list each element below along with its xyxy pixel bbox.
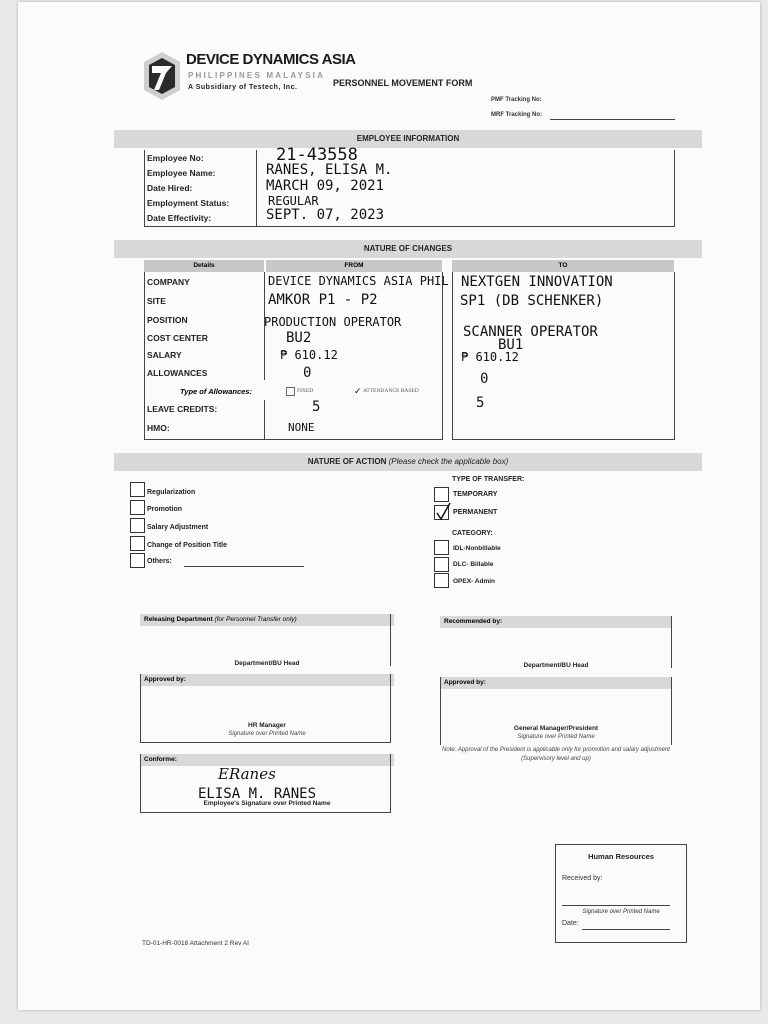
- salary-adjustment-label: Salary Adjustment: [147, 524, 209, 531]
- gm-president-label: General Manager/President: [513, 725, 599, 732]
- position-to: SCANNER OPERATOR: [463, 324, 598, 340]
- form-title: PERSONNEL MOVEMENT FORM: [333, 78, 473, 88]
- opex-label: OPEX- Admin: [453, 578, 496, 585]
- idl-checkbox[interactable]: [434, 540, 449, 555]
- company-to: NEXTGEN INNOVATION: [461, 274, 613, 290]
- date-hired-label: Date Hired:: [147, 183, 193, 193]
- date-hired-value: MARCH 09, 2021: [266, 178, 385, 194]
- conforme-signature: ERanes: [218, 765, 276, 783]
- change-position-label: Change of Position Title: [147, 542, 227, 549]
- col-to: TO: [452, 260, 674, 272]
- fixed-checkbox[interactable]: [286, 387, 295, 396]
- cost-center-label: COST CENTER: [147, 333, 208, 343]
- employment-status-value: REGULAR: [268, 194, 319, 208]
- date-effectivity-value: SEPT. 07, 2023: [266, 207, 385, 223]
- others-line[interactable]: [184, 566, 304, 567]
- temporary-checkbox[interactable]: [434, 487, 449, 502]
- employee-name-label: Employee Name:: [147, 168, 216, 178]
- hmo-from: NONE: [288, 421, 315, 434]
- conforme-caption: Employee's Signature over Printed Name: [203, 800, 331, 807]
- attendance-check-icon[interactable]: ✓: [354, 386, 362, 396]
- section-employee-info: EMPLOYEE INFORMATION: [114, 130, 702, 148]
- change-position-checkbox[interactable]: [130, 536, 145, 551]
- hr-sig-over-name: Signature over Printed Name: [582, 909, 660, 915]
- leave-from: 5: [312, 399, 321, 415]
- salary-label: SALARY: [147, 350, 182, 360]
- others-checkbox[interactable]: [130, 553, 145, 568]
- promotion-checkbox[interactable]: [130, 500, 145, 515]
- recommended-dept-head: Department/BU Head: [523, 662, 589, 669]
- employment-status-label: Employment Status:: [147, 198, 230, 208]
- position-label: POSITION: [147, 315, 188, 325]
- attendance-label: ATTENDANCE BASED: [363, 388, 419, 394]
- allowances-from: 0: [303, 365, 312, 381]
- permanent-label: PERMANENT: [453, 509, 498, 516]
- received-by-label: Received by:: [562, 875, 603, 882]
- action-title: NATURE OF ACTION: [307, 457, 387, 466]
- idl-label: IDL-Nonbillable: [453, 545, 501, 552]
- permanent-check-icon: [434, 501, 452, 521]
- promotion-label: Promotion: [147, 506, 182, 513]
- company-sub: PHILIPPINES MALAYSIA: [188, 71, 326, 80]
- company-label: COMPANY: [147, 277, 190, 287]
- hr-box-title: Human Resources: [588, 852, 654, 861]
- leave-to: 5: [476, 395, 485, 411]
- approved-gm-title: Approved by:: [440, 677, 672, 689]
- hr-sig-caption: Signature over Printed Name: [228, 731, 306, 737]
- date-effectivity-label: Date Effectivity:: [147, 213, 212, 223]
- recommended-title: Recommended by:: [440, 616, 672, 628]
- temporary-label: TEMPORARY: [453, 491, 498, 498]
- received-sig-line[interactable]: [562, 905, 670, 906]
- col-from: FROM: [266, 260, 442, 272]
- employee-no-value: 21-43558: [276, 145, 358, 165]
- conforme-name: ELISA M. RANES: [198, 786, 317, 802]
- hr-manager-label: HR Manager: [248, 722, 286, 729]
- site-label: SITE: [147, 296, 166, 306]
- hr-date-label: Date:: [562, 920, 579, 927]
- type-allowances-label: Type of Allowances:: [180, 387, 252, 396]
- regularization-label: Regularization: [147, 489, 196, 496]
- transfer-title: TYPE OF TRANSFER:: [452, 476, 525, 483]
- approval-note: Note: Approval of the President is applicable only for promotion and salary adjustment (Supervisory level and up): [442, 747, 670, 762]
- salary-to: ₱ 610.12: [461, 350, 519, 364]
- allowances-to: 0: [480, 371, 489, 387]
- site-to: SP1 (DB SCHENKER): [460, 293, 604, 309]
- conforme-title: Conforme:: [140, 754, 394, 766]
- position-from: PRODUCTION OPERATOR: [264, 315, 402, 329]
- section-nature-of-action: [114, 453, 702, 471]
- releasing-note: (for Personnel Transfer only): [214, 616, 297, 623]
- hmo-label: HMO:: [147, 423, 170, 433]
- hr-date-line[interactable]: [582, 929, 670, 930]
- releasing-header: [140, 614, 394, 626]
- section-nature-of-changes: NATURE OF CHANGES: [114, 240, 702, 258]
- category-title: CATEGORY:: [452, 530, 493, 537]
- pmf-label: PMF Tracking No:: [491, 97, 542, 103]
- others-label: Others:: [147, 558, 172, 565]
- mrf-label: MRF Tracking No:: [491, 112, 543, 118]
- leave-credits-label: LEAVE CREDITS:: [147, 404, 218, 414]
- salary-from: ₱ 610.12: [280, 348, 338, 362]
- doc-code: TD-01-HR-0018 Attachment 2 Rev AI: [142, 940, 249, 947]
- salary-adjustment-checkbox[interactable]: [130, 518, 145, 533]
- col-details: Details: [144, 260, 264, 272]
- opex-checkbox[interactable]: [434, 573, 449, 588]
- allowances-label: ALLOWANCES: [147, 368, 208, 378]
- company-logo-icon: [142, 50, 182, 102]
- company-from: DEVICE DYNAMICS ASIA PHIL: [268, 274, 449, 288]
- approved-hr-title: Approved by:: [140, 674, 394, 686]
- dlc-label: DLC- Billable: [453, 561, 494, 568]
- form-page: [18, 2, 760, 1010]
- gm-sig-caption: Signature over Printed Name: [517, 734, 595, 740]
- company-name: DEVICE DYNAMICS ASIA: [186, 51, 356, 68]
- regularization-checkbox[interactable]: [130, 482, 145, 497]
- site-from: AMKOR P1 - P2: [268, 292, 378, 308]
- hr-received-box: [555, 844, 687, 943]
- cost-center-to: BU1: [498, 337, 524, 353]
- employee-name-value: RANES, ELISA M.: [266, 162, 393, 178]
- dlc-checkbox[interactable]: [434, 557, 449, 572]
- releasing-dept-head: Department/BU Head: [234, 660, 300, 667]
- fixed-label: FIXED: [297, 388, 314, 394]
- mrf-line: [550, 119, 675, 120]
- action-title-note: (Please check the applicable box): [388, 457, 509, 466]
- releasing-title: Releasing Department: [144, 616, 213, 623]
- employee-no-label: Employee No:: [147, 153, 204, 163]
- cost-center-from: BU2: [286, 330, 312, 346]
- company-tagline: A Subsidiary of Testech, Inc.: [188, 84, 298, 91]
